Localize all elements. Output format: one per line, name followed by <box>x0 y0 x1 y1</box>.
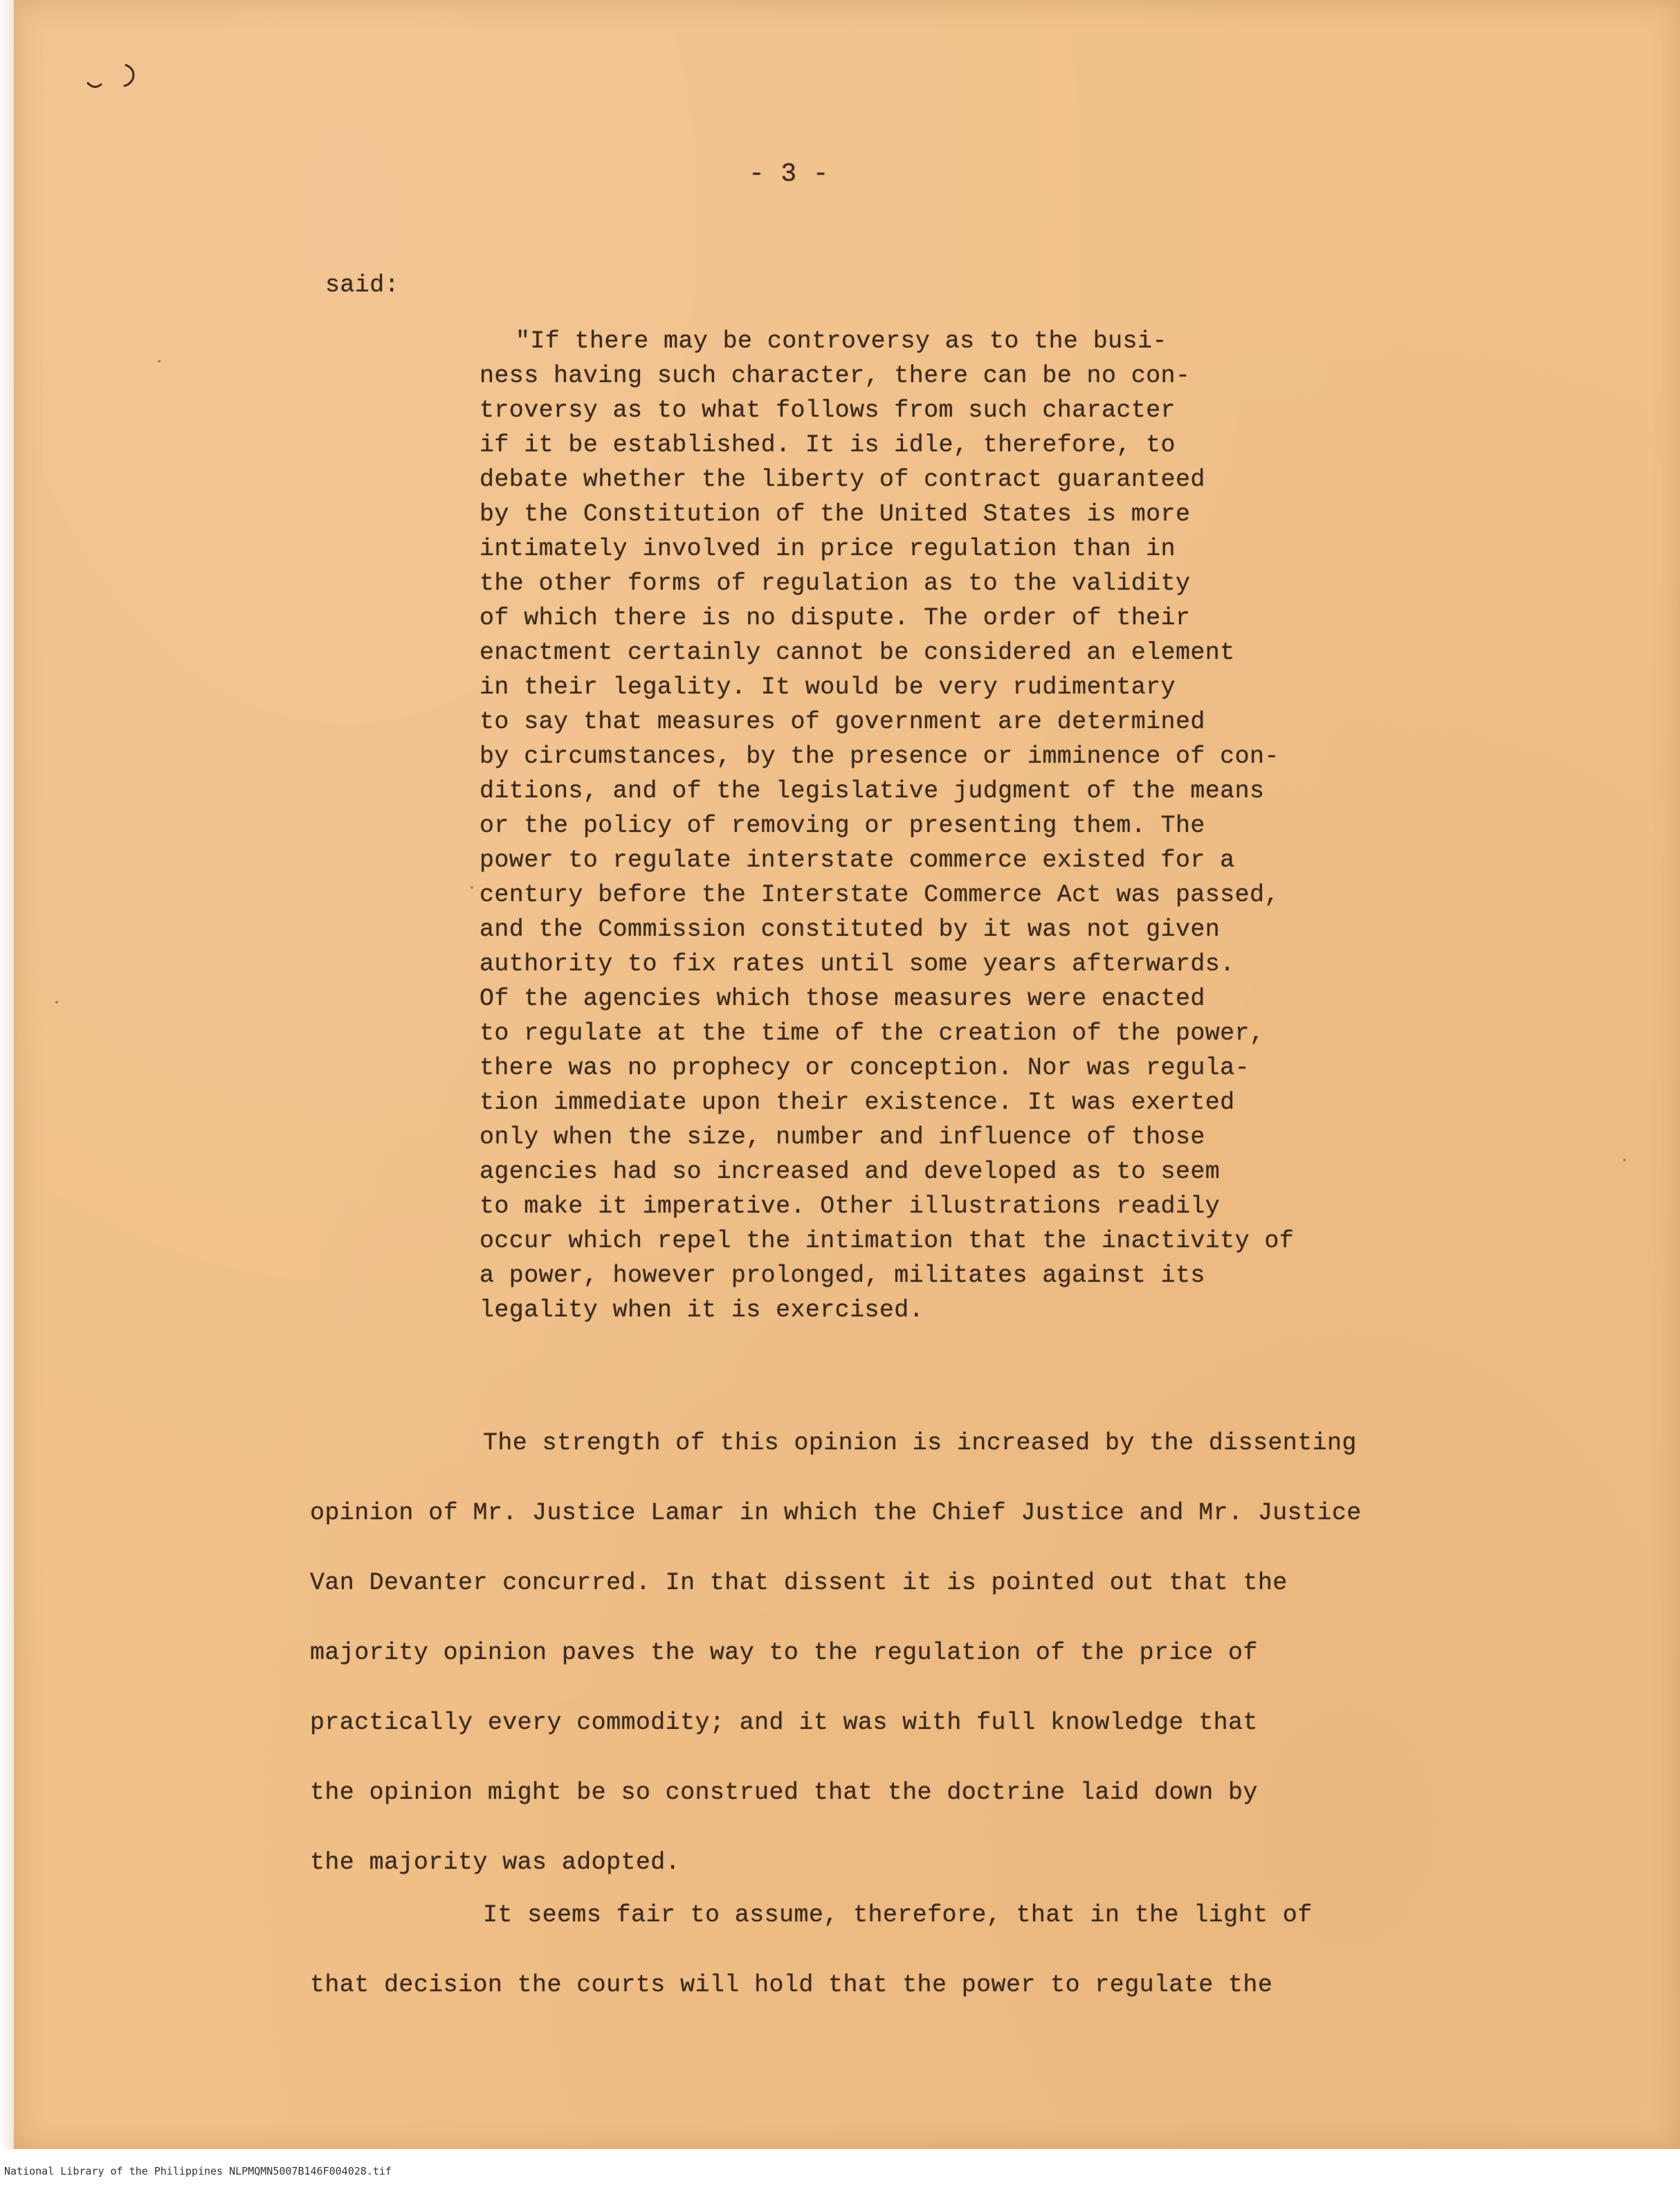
paragraph-line: practically every commodity; and it was with full knowledge that <box>310 1709 1258 1737</box>
quote-line: tion immediate upon their existence. It was exerted <box>480 1089 1235 1116</box>
page-edge <box>0 0 14 2149</box>
quote-line: debate whether the liberty of contract guaranteed <box>480 466 1205 493</box>
quote-line: troversy as to what follows from such character <box>480 397 1176 424</box>
paper-speck <box>158 360 161 363</box>
quote-line: century before the Interstate Commerce Act was passed, <box>480 881 1279 909</box>
quote-line: "If there may be controversy as to the busi- <box>515 327 1167 355</box>
quote-line: and the Commission constituted by it was not given <box>480 916 1221 943</box>
paragraph-line: The strength of this opinion is increased by the dissenting <box>483 1429 1357 1457</box>
quote-line: only when the size, number and influence of those <box>480 1123 1205 1151</box>
paper-speck <box>1623 1159 1626 1161</box>
quote-line: to regulate at the time of the creation of the power, <box>480 1019 1265 1047</box>
quote-line: Of the agencies which those measures were enacted <box>480 985 1205 1013</box>
paragraph-line: opinion of Mr. Justice Lamar in which the Chief Justice and Mr. Justice <box>310 1499 1362 1527</box>
quote-line: to make it imperative. Other illustrations readily <box>480 1193 1221 1220</box>
scan-source-label: National Library of the Philippines NLPMQMN5007B146F004028.tif <box>4 2165 392 2177</box>
quote-line: in their legality. It would be very rudimentary <box>480 673 1176 701</box>
quote-line: of which there is no dispute. The order of their <box>480 604 1191 632</box>
quote-line: by circumstances, by the presence or imminence of con- <box>480 743 1279 770</box>
paper-speck <box>55 1001 58 1004</box>
quote-line: agencies had so increased and developed as to seem <box>480 1158 1221 1186</box>
intro-word: said: <box>325 271 400 299</box>
quote-line: legality when it is exercised. <box>480 1296 924 1324</box>
block-quote <box>480 324 1448 1327</box>
paragraph-line: the opinion might be so construed that the doctrine laid down by <box>310 1779 1258 1806</box>
quote-line: to say that measures of government are determined <box>480 708 1205 736</box>
quote-line: or the policy of removing or presenting them. The <box>480 812 1205 840</box>
paragraph-line: Van Devanter concurred. In that dissent it is pointed out that the <box>310 1569 1288 1597</box>
quote-line: the other forms of regulation as to the validity <box>480 570 1191 597</box>
quote-line: there was no prophecy or conception. Nor was regula- <box>480 1054 1250 1082</box>
paragraph-line: It seems fair to assume, therefore, that in the light of <box>483 1901 1313 1929</box>
paragraph-dissent <box>310 1408 1555 1898</box>
quote-line: power to regulate interstate commerce existed for a <box>480 846 1235 874</box>
pencil-mark-icon <box>84 60 154 94</box>
quote-line: by the Constitution of the United States is more <box>480 500 1191 528</box>
paragraph-line: that decision the courts will hold that the power to regulate the <box>310 1971 1273 1999</box>
quote-line: occur which repel the intimation that the inactivity of <box>480 1227 1295 1255</box>
quote-line: if it be established. It is idle, therefore, to <box>480 431 1176 459</box>
quote-line: intimately involved in price regulation than in <box>480 535 1176 563</box>
quote-line: enactment certainly cannot be considered an element <box>480 639 1235 667</box>
quote-line: a power, however prolonged, militates against its <box>480 1262 1205 1289</box>
quote-line: ness having such character, there can be no con- <box>480 362 1191 390</box>
paper-speck <box>471 886 473 889</box>
paragraph-conclusion <box>310 1880 1555 2020</box>
page-number: - 3 - <box>748 159 830 189</box>
paragraph-line: majority opinion paves the way to the regulation of the price of <box>310 1639 1258 1667</box>
quote-line: authority to fix rates until some years afterwards. <box>480 950 1235 978</box>
paragraph-line: the majority was adopted. <box>310 1849 681 1876</box>
quote-line: ditions, and of the legislative judgment of the means <box>480 777 1265 805</box>
